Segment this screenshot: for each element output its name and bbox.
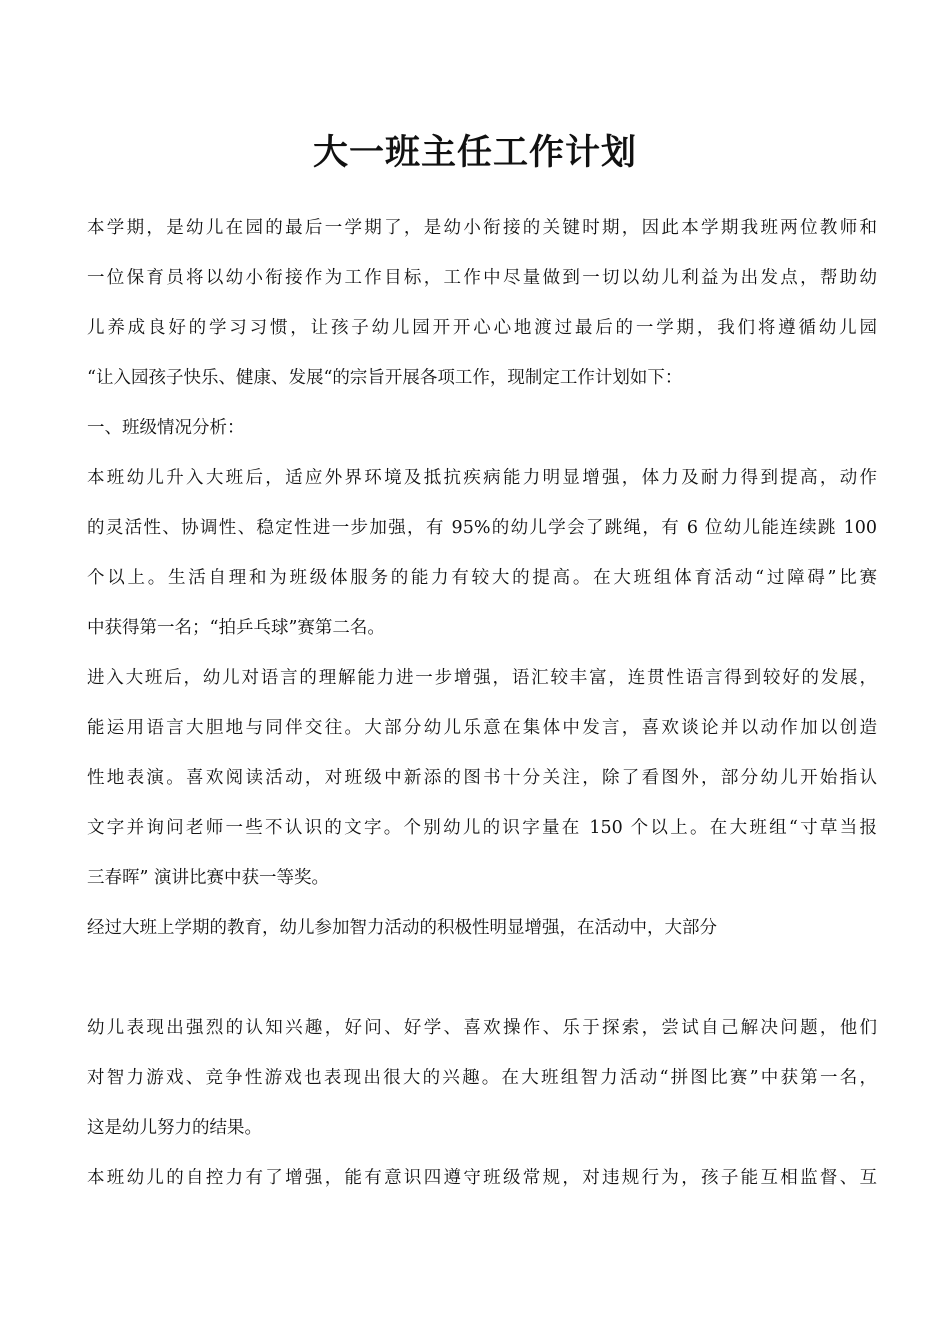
- paragraph-line: 儿养成良好的学习习惯，让孩子幼儿园开开心心地渡过最后的一学期，我们将遵循幼儿园: [87, 318, 877, 338]
- section-heading: 一、班级情况分析：: [87, 418, 245, 438]
- paragraph-line: 文字并询问老师一些不认识的文字。个别幼儿的识字量在 150 个以上。在大班组“寸草当报: [87, 818, 877, 838]
- paragraph-line: 本班幼儿升入大班后，适应外界环境及抵抗疾病能力明显增强，体力及耐力得到提高，动作: [87, 468, 877, 488]
- paragraph-line: “让入园孩子快乐、健康、发展“的宗旨开展各项工作，现制定工作计划如下：: [87, 368, 683, 388]
- paragraph-line: 性地表演。喜欢阅读活动，对班级中新添的图书十分关注，除了看图外，部分幼儿开始指认: [87, 768, 877, 788]
- paragraph-line: 这是幼儿努力的结果。: [87, 1118, 262, 1138]
- paragraph-line: 的灵活性、协调性、稳定性进一步加强，有 95%的幼儿学会了跳绳，有 6 位幼儿能连续跳 100: [87, 518, 877, 538]
- paragraph-line: 能运用语言大胆地与同伴交往。大部分幼儿乐意在集体中发言，喜欢谈论并以动作加以创造: [87, 718, 877, 738]
- paragraph-line: 经过大班上学期的教育，幼儿参加智力活动的积极性明显增强，在活动中，大部分: [87, 918, 717, 938]
- paragraph-line: 本学期，是幼儿在园的最后一学期了，是幼小衔接的关键时期，因此本学期我班两位教师和: [87, 218, 877, 238]
- paragraph-line: 三春晖” 演讲比赛中获一等奖。: [87, 868, 330, 888]
- paragraph-line: 幼儿表现出强烈的认知兴趣，好问、好学、喜欢操作、乐于探索，尝试自己解决问题，他们: [87, 1018, 877, 1038]
- paragraph-line: 一位保育员将以幼小衔接作为工作目标，工作中尽量做到一切以幼儿利益为出发点，帮助幼: [87, 268, 877, 288]
- paragraph-line: 中获得第一名；“拍乒乓球”赛第二名。: [87, 618, 385, 638]
- paragraph-line: 个以上。生活自理和为班级体服务的能力有较大的提高。在大班组体育活动“过障碍”比赛: [87, 568, 877, 588]
- document-title: 大一班主任工作计划: [312, 132, 637, 173]
- paragraph-line: 本班幼儿的自控力有了增强，能有意识四遵守班级常规，对违规行为，孩子能互相监督、互: [87, 1168, 877, 1188]
- paragraph-line: 对智力游戏、竞争性游戏也表现出很大的兴趣。在大班组智力活动“拼图比赛”中获第一名，: [87, 1068, 877, 1088]
- paragraph-line: 进入大班后，幼儿对语言的理解能力进一步增强，语汇较丰富，连贯性语言得到较好的发展，: [87, 668, 877, 688]
